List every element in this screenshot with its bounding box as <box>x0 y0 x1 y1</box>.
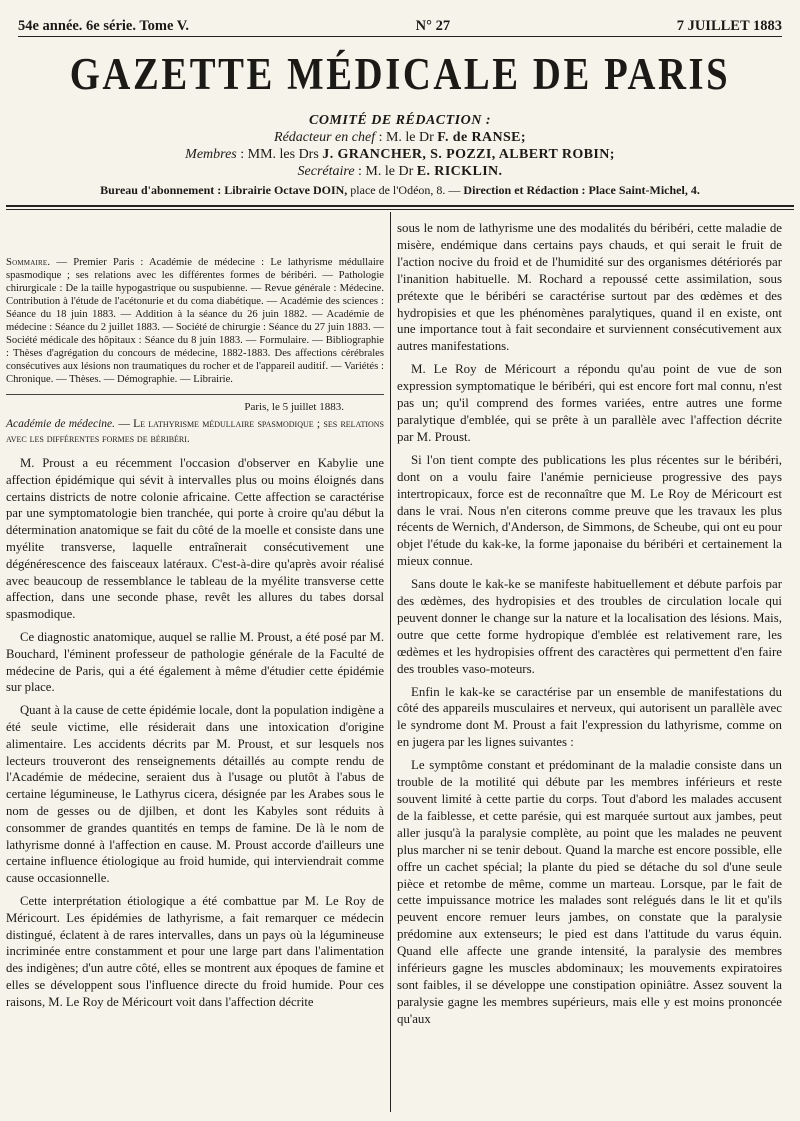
left-column <box>6 220 384 1017</box>
editorial-committee <box>0 112 800 180</box>
issue-number: N° 27 <box>415 17 451 34</box>
issue-date: 7 JUILLET 1883 <box>676 17 782 34</box>
paragraph: M. Proust a eu récemment l'occasion d'observer en Kabylie une affection épidémique qui sévit à intervalles plus ou moins éloignés dans certains districts de notre colonie africaine. Cette affection se caractérise par une symptomatologie bien tranchée, qui porte à croire qu'au début la détermination anatomique se fait du côté de la moelle et consiste dans une myélite transverse, laquelle entraînerait consécutivement une dégénérescence des faisceaux latéraux. C'est-à-dire qu'après avoir réalisé avec beaucoup de ressemblance le tableau de la myélite transverse cette affection, dans une seconde phase, revêt les allures du tabes dorsal spasmodique. <box>6 456 384 622</box>
right-column <box>397 220 782 1034</box>
header-rule <box>6 205 794 207</box>
paragraph: Ce diagnostic anatomique, auquel se rallie M. Proust, a été posé par M. Bouchard, l'éminent professeur de pathologie générale de la Faculté de médecine de Paris, qui a été également à même d'étudier cette épidémie sur place. <box>6 629 384 695</box>
members-names: J. GRANCHER, S. POZZI, ALBERT ROBIN; <box>322 147 615 162</box>
header-rule-thin <box>6 209 794 210</box>
column-divider <box>390 212 391 1112</box>
paragraph: Enfin le kak-ke se caractérise par un ensemble de manifestations du côté des appareils musculaires et nerveux, qui autorisent un parallèle avec le syndrome dont M. Proust a fait l'expression du lathyrisme, comme on en jugera par les lignes suivantes : <box>397 684 782 750</box>
summary-text: — Premier Paris : Académie de médecine : Le lathyrisme médullaire spasmodique ; ses relations avec les différentes formes de béribéri. — Pathologie chirurgicale : De la taille hypogastrique ou suspubienne. — Revue générale : Médecine. Contribution à l'étude de l'acétonurie et du coma diabétique. — Académie des sciences : Séance du 18 juin 1883. — Addition à la séance du 26 juin 1882. — Académie de médecine : Séance du 2 juillet 1883. — Société de chirurgie : Séance du 27 juin 1883. — Société médicale des hôpitaux : Séance du 8 juin 1883. — Formulaire. — Bibliographie : Thèses d'agrégation du concours de médecine, 1882-1883. Des affections cérébrales consécutives aux lésions non traumatiques du rocher et de l'appareil auditif. — Variétés : Chronique. — Thèses. — Démographie. — Librairie. <box>6 257 384 385</box>
paragraph: M. Le Roy de Méricourt a répondu qu'au point de vue de son expression symptomatique le béribéri, qui est encore fort mal connu, n'est pas un; qu'il comprend des formes variées, entre autres une forme paralytique d'emblée, qui se prête à un parallèle avec l'affection décrite par M. Proust. <box>397 362 782 444</box>
article-heading <box>6 417 384 447</box>
paragraph: Cette interprétation étiologique a été combattue par M. Le Roy de Méricourt. Les épidémies de lathyrisme, a fait remarquer ce médecin distingué, éclatent à de rares intervalles, dans un pays où la légumineuse incriminée entre constamment et pour une large part dans l'alimentation des indigènes; d'un autre côté, elles se montrent aux époques de famine et elles se développent sous l'influence directe du froid humide. Pour ces raisons, M. Le Roy de Méricourt voit dans l'affection décrite <box>6 893 384 1009</box>
chief-editor-line: Rédacteur en chef : M. le Dr F. de RANSE; <box>274 130 526 145</box>
summary-label: Sommaire. <box>6 257 51 268</box>
volume-info: 54e année. 6e série. Tome V. <box>18 17 190 34</box>
bureau-line: Bureau d'abonnement : Librairie Octave DOIN, place de l'Odéon, 8. — Direction et Rédaction : Place Saint-Michel, 4. <box>100 183 700 197</box>
paragraph: Quant à la cause de cette épidémie locale, dont la population indigène a été seule victime, elle résiderait dans une intoxication d'origine alimentaire. Les accidents décrits par M. Proust, et sur lesquels nos lecteurs trouveront des renseignements détaillés au compte rendu de l'Académie de médecine, seraient dus à l'usage ou plutôt à l'abus de certaine légumineuse, le Lathyrus cicera, désignée par les Arabes sous le nom de gesses ou de djilben, et dont les Kabyles sont réduits à consommer de grandes quantités en temps de famine. De là le nom de lathyrisme donné à l'affection en cause. M. Proust accorde d'ailleurs une certaine influence étiologique au froid humide, qui interviendrait comme cause occasionnelle. <box>6 703 384 886</box>
committee-title: COMITÉ DE RÉDACTION : <box>308 113 492 128</box>
paragraph: sous le nom de lathyrisme une des modalités du béribéri, cette maladie de misère, endémique dans certains pays chauds, et qui serait le fruit de l'action nocive du froid et de l'humidité sur des organismes détériorés par l'inanition habituelle. M. Rochard a repoussé cette assimilation, sous prétexte que le béribéri se caractérise surtout par des œdèmes et des hydropisies et que les phénomènes paralytiques, quand il en existe, ont une importance tout à fait secondaire et surviennent consécutivement aux autres manifestations. <box>397 221 782 354</box>
paragraph: Sans doute le kak-ke se manifeste habituellement et débute parfois par des œdèmes, des hydropisies et des troubles de circulation locale qui peuvent donner le change sur la nature et la localisation des lésions. Mais, outre que cette forme hydropique d'emblée est relativement rare, les œdèmes et les hydropisies offrent des caractères qui permettent d'en faire des troubles vaso-moteurs. <box>397 577 782 676</box>
chief-editor-name: F. de RANSE; <box>437 130 526 145</box>
article-section: Académie de médecine. <box>6 418 116 430</box>
members-line: Membres : MM. les Drs J. GRANCHER, S. POZZI, ALBERT ROBIN; <box>185 147 615 162</box>
article-dateline: Paris, le 5 juillet 1883. <box>244 401 344 413</box>
summary-block <box>6 256 384 386</box>
paragraph: Si l'on tient compte des publications les plus récentes sur le béribéri, dont on a voulu faire l'anémie pernicieuse progressive des pays intertropicaux, force est de reconnaître que M. Le Roy de Méricourt est dans le vrai. Nous n'en citerons comme preuve que les travaux les plus récents de Wernich, d'Anderson, de Simmons, de Scheube, qui ont eu pour objet l'étude du kak-ke, la forme japonaise du béribéri et certainement la mieux connue. <box>397 452 782 569</box>
paragraph: Le symptôme constant et prédominant de la maladie consiste dans un trouble de la motilité qui débute par les membres inférieurs et reste souvent limité à cette partie du corps. Tout d'abord les malades accusent de la faiblesse, et cette parésie, qui est marquée surtout aux jambes, peut aller jusqu'à la paralysie complète, au point que les malades ne peuvent plus marcher ni se tenir debout. Quand la marche est encore possible, elle offre un cachet spécial; la plante du pied se détache du sol d'une seule pièce et retombe de même, comme un marteau. Lorsque, par le fait de cette impuissance motrice les malades sont relégués dans le lit et qu'ils peuvent encore remuer leurs jambes, on constate que la paralysie prédomine aux extenseurs; le pied est dans l'attitude du varus équin. Quand elle affecte une grande intensité, la paralysie des membres inférieurs gagne les muscles abdominaux; les mouvements expiratoires sont faibles, il se développe une constipation opiniâtre. Assez souvent la paralysie gagne les membres supérieurs, mais elle y est moins prononcée qu'aux <box>397 758 782 1026</box>
issue-header <box>18 16 782 37</box>
article-title: — Le lathyrisme médullaire spasmodique ; ses relations avec les différentes formes de béribéri. <box>6 418 384 445</box>
secretary-name: E. RICKLIN. <box>416 164 503 179</box>
masthead-title: GAZETTE MÉDICALE DE PARIS <box>69 49 731 99</box>
summary-divider <box>6 394 384 395</box>
secretary-line: Secrétaire : M. le Dr E. RICKLIN. <box>297 164 503 179</box>
